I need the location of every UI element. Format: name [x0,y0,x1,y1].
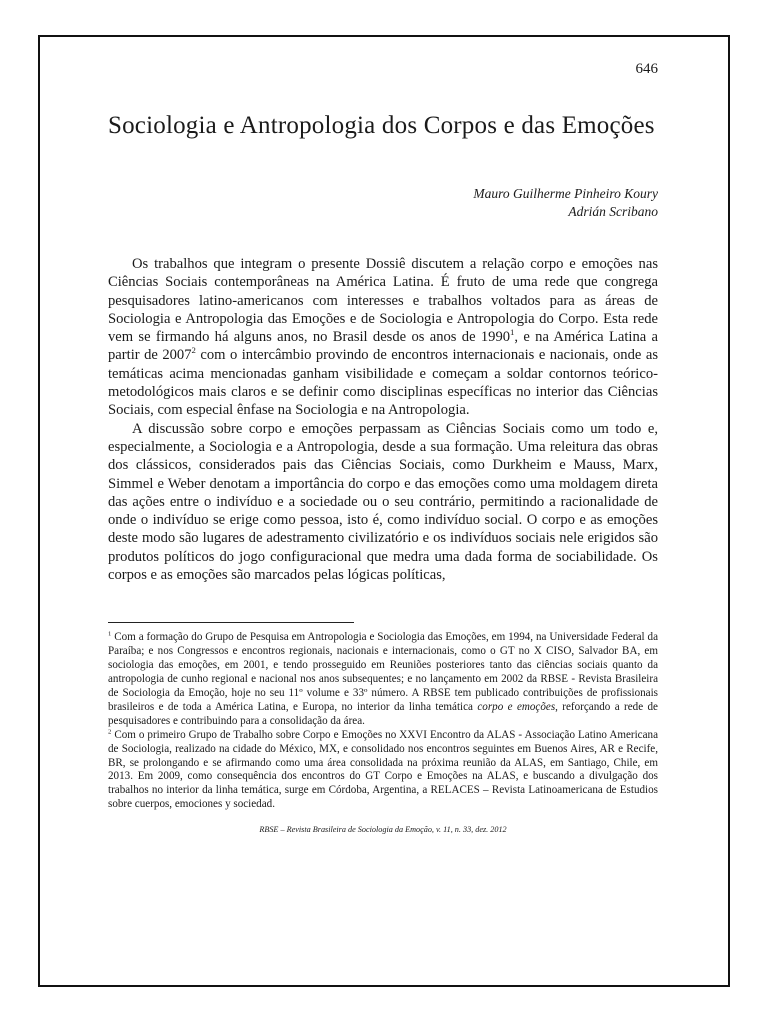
journal-footer: RBSE – Revista Brasileira de Sociologia da Emoção, v. 11, n. 33, dez. 2012 [259,825,507,835]
footnote [108,729,658,812]
paragraph [108,255,658,420]
paragraph-text: com o intercâmbio provindo de encontros internacionais e nacionais, onde as temáticas acima mencionadas ganham visibilidade e começam a soldar contornos teórico-metodológicos mais claros e se definir como disciplinas específicas no interior das Ciências Sociais, com especial ênfase na Sociologia e na Antropologia. [108,347,658,419]
footnote-number: 2 [108,728,112,735]
footnote-text: , reforçando a rede de pesquisadores e contribuindo para a consolidação da área. [108,700,658,727]
authors [108,185,658,221]
footnote-text: Com o primeiro Grupo de Trabalho sobre Corpo e Emoções no XXVI Encontro da ALAS - Associação Latino Americana de Sociologia, realizado na cidade do México, MX, e consolidado nos encontros seguintes em Buenos Aires, AR e Recife, BR, se prolongando e se afirmando como uma área consolidada na próxima reunião da ALAS, em Santiago, Chile, em 2013. Em 2009, como consequência dos encontros do GT Corpo e Emoções na ALAS, e buscando a divulgação dos trabalhos no interior da linha temática, surge em Córdoba, Argentina, a RELACES – Revista Latinoamericana de Estudios sobre cuerpos, emociones y sociedad. [108,728,658,811]
page-number: 646 [635,61,658,77]
footnote-divider [108,622,354,623]
author-name: Mauro Guilherme Pinheiro Koury [473,186,658,201]
article-title: Sociologia e Antropologia dos Corpos e das Emoções [108,112,655,139]
footnote-ref[interactable]: 2 [191,345,196,356]
footnotes [108,631,658,812]
body-text [108,255,658,584]
paragraph: A discussão sobre corpo e emoções perpassam as Ciências Sociais como um todo e, especialmente, a Sociologia e a Antropologia, desde a sua formação. Uma releitura das obras dos clássicos, considerados pais das Ciências Sociais, como Durkheim e Mauss, Marx, Simmel e Weber denotam a importância do corpo e das emoções como uma moldagem direta das ações entre o indivíduo e a sociedade ou o seu contrário, permitindo a racionalidade de onde o indivíduo se erige como pessoa, isto é, como indivíduo social. O corpo e as emoções deste modo são lugares de adestramento civilizatório e os indivíduos sociais nele erigidos são produtos políticos do jogo configuracional que medra uma dada forma de sociabilidade. Os corpos e as emoções são marcados pelas lógicas políticas, [108,420,658,584]
footnote-number: 1 [108,630,112,638]
paragraph-text: Os trabalhos que integram o presente Dossiê discutem a relação corpo e emoções nas Ciências Sociais contemporâneas na América Latina. É fruto de uma rede que congrega pesquisadores latino-americanos com interesses e trabalhos voltados para as áreas de Sociologia e Antropologia das Emoções e de Sociologia e Antropologia do Corpo. Esta rede vem se firmando há alguns anos, no Brasil desde os anos de 1990 [108,256,658,346]
author-name: Adrián Scribano [568,204,658,219]
footnote [108,631,658,728]
footnote-italic: corpo e emoções [477,700,556,713]
page-content [108,55,658,834]
footnote-text: Com a formação do Grupo de Pesquisa em Antropologia e Sociologia das Emoções, em 1994, na Universidade Federal da Paraíba; e nos Congressos e encontros regionais, nacionais e internacionais, como o GT no X CISO, Salvador BA, em sociologia das emoções, em 2001, e tendo prosseguido em Reuniões posteriores tanto das ciências sociais quanto da antropologia de cunho regional e nacional nos anos subsequentes; e no lançamento em 2002 da RBSE - Revista Brasileira de Sociologia da Emoção, hoje no seu 11º volume e 33º número. A RBSE tem publicado contribuições de profissionais brasileiros e de toda a América Latina, e Europa, no interior da linha temática [108,631,658,713]
paragraph-text: , e na América Latina a partir de 2007 [108,329,659,364]
footnote-ref[interactable]: 1 [510,327,515,338]
